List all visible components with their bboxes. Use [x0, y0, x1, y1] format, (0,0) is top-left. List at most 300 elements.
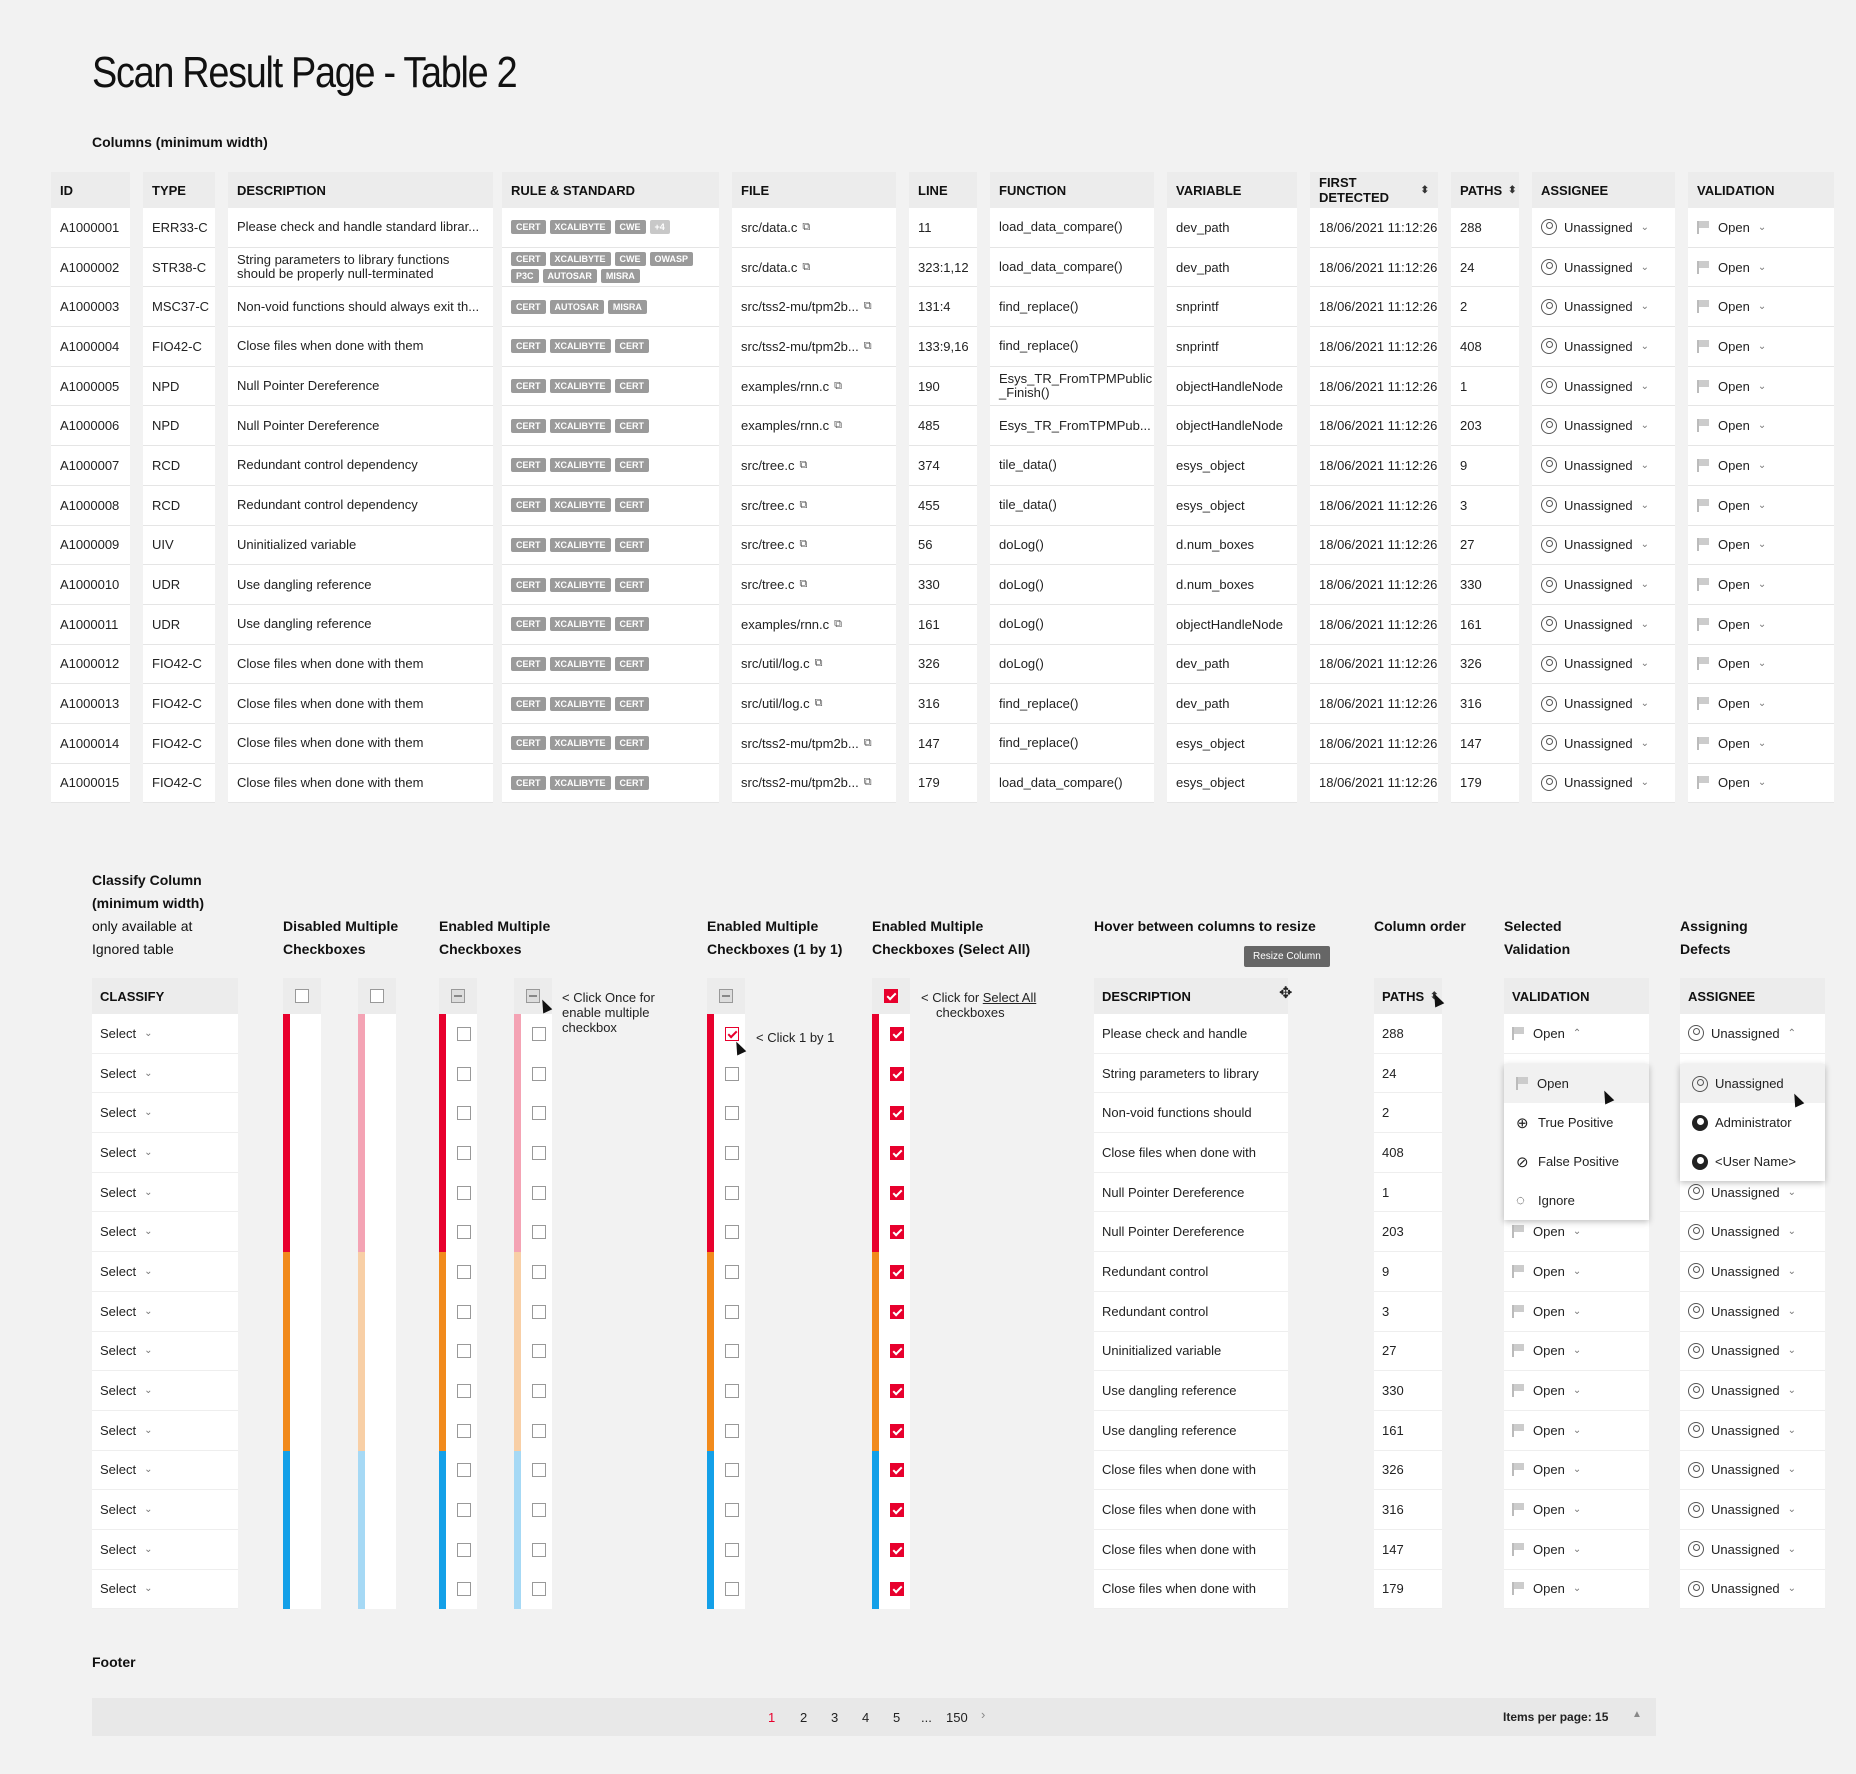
row-checkbox[interactable] [457, 1186, 471, 1200]
cell-first-detected [1310, 287, 1438, 327]
row-checkbox[interactable] [532, 1463, 546, 1477]
resize-description-column-cell [1094, 1570, 1288, 1610]
header-type[interactable] [143, 172, 215, 208]
enabled-checkbox-col-b-row [514, 1570, 552, 1610]
classify-column-cell[interactable] [92, 1570, 238, 1610]
select-all-checkbox-col-header[interactable] [872, 978, 910, 1014]
copy-icon[interactable]: ⧉ [834, 617, 843, 630]
assigning-defects-column-cell[interactable] [1680, 1014, 1825, 1054]
cell-validation[interactable] [1688, 367, 1834, 407]
validation-option[interactable] [1504, 1142, 1649, 1181]
cell-function [990, 287, 1154, 327]
line-value: 323:1,12 [918, 259, 969, 275]
cell-file[interactable] [732, 684, 896, 724]
standard-tag: CERT [615, 538, 650, 552]
select-all-link[interactable]: Select All [982, 990, 1037, 1005]
disabled-checkbox-col-a-row [283, 1054, 321, 1094]
sort-icon[interactable]: ⬍ [1420, 184, 1429, 196]
header-assignee[interactable] [1532, 172, 1675, 208]
column-order-paths-cell [1374, 1570, 1442, 1610]
classify-column-cell[interactable] [92, 1411, 238, 1451]
type-value: UDR [152, 616, 181, 632]
row-checkbox[interactable] [457, 1146, 471, 1160]
column-order-paths-cell [1374, 1490, 1442, 1530]
row-checkbox[interactable] [457, 1265, 471, 1279]
row-checkbox[interactable] [457, 1424, 471, 1438]
validation-value: Open [1718, 735, 1750, 751]
cell-validation[interactable] [1688, 486, 1834, 526]
cell-first-detected [1310, 367, 1438, 407]
row-checkbox[interactable] [725, 1265, 739, 1279]
row-checkbox[interactable] [890, 1265, 904, 1279]
resize-description-column-header[interactable] [1094, 978, 1288, 1014]
cell-validation[interactable] [1688, 406, 1834, 446]
assignee-value: Unassigned [1564, 219, 1633, 235]
row-checkbox[interactable] [457, 1106, 471, 1120]
enabled-checkbox-col-b-row [514, 1252, 552, 1292]
cell-id [51, 684, 130, 724]
select-all-checkbox-col-row [872, 1054, 910, 1094]
paths-value: 288 [1460, 219, 1482, 235]
copy-icon[interactable]: ⧉ [799, 498, 808, 511]
one-by-one-checkbox-col-row [707, 1133, 745, 1173]
cell-assignee[interactable] [1532, 526, 1675, 566]
row-checkbox[interactable] [457, 1463, 471, 1477]
line-value: 131:4 [918, 299, 951, 315]
selected-validation-column-cell[interactable] [1504, 1530, 1649, 1570]
description-value: Close files when done with them [237, 735, 424, 751]
row-checkbox[interactable] [532, 1027, 546, 1041]
row-checkbox[interactable] [890, 1543, 904, 1557]
copy-icon[interactable]: ⧉ [834, 379, 843, 392]
cell-assignee[interactable] [1532, 287, 1675, 327]
chevron-down-icon: ⌄ [144, 1186, 153, 1198]
header-file[interactable] [732, 172, 896, 208]
flag-icon [1512, 1463, 1524, 1476]
validation-value: Open [1533, 1502, 1565, 1518]
cell-assignee[interactable] [1532, 208, 1675, 248]
classify-column-cell[interactable] [92, 1451, 238, 1491]
validation-value: Open [1718, 497, 1750, 513]
severity-bar [872, 1093, 879, 1133]
cell-file[interactable] [732, 724, 896, 764]
classify-column-cell[interactable] [92, 1173, 238, 1213]
copy-icon[interactable]: ⧉ [799, 578, 808, 591]
page-link[interactable]: 4 [862, 1710, 870, 1725]
selected-validation-column-cell[interactable] [1504, 1332, 1649, 1372]
cell-assignee[interactable] [1532, 565, 1675, 605]
standard-tag: CERT [615, 617, 650, 631]
cell-file[interactable] [732, 645, 896, 685]
cell-validation[interactable] [1688, 526, 1834, 566]
assignee-value: Unassigned [1564, 616, 1633, 632]
validation-value: Open [1533, 1581, 1565, 1597]
row-checkbox[interactable] [890, 1186, 904, 1200]
standard-tag: P3C [511, 269, 539, 283]
header-checkbox[interactable] [719, 989, 733, 1003]
row-checkbox[interactable] [890, 1463, 904, 1477]
cell-file[interactable] [732, 565, 896, 605]
row-checkbox[interactable] [890, 1503, 904, 1517]
cell-validation[interactable] [1688, 208, 1834, 248]
assigning-defects-column-cell[interactable] [1680, 1490, 1825, 1530]
cell-assignee[interactable] [1532, 406, 1675, 446]
severity-bar [358, 1054, 365, 1094]
items-per-page-caret-icon[interactable]: ▲ [1632, 1709, 1642, 1720]
header-rule[interactable] [502, 172, 719, 208]
cell-validation[interactable] [1688, 446, 1834, 486]
severity-bar [872, 1530, 879, 1570]
cell-assignee[interactable] [1532, 327, 1675, 367]
cell-validation[interactable] [1688, 287, 1834, 327]
selected-validation-column-cell[interactable] [1504, 1292, 1649, 1332]
assigning-defects-column-cell[interactable] [1680, 1292, 1825, 1332]
row-checkbox[interactable] [457, 1582, 471, 1596]
cell-paths [1451, 764, 1519, 804]
row-checkbox[interactable] [725, 1225, 739, 1239]
resize-description-column-cell [1094, 1133, 1288, 1173]
cell-assignee[interactable] [1532, 446, 1675, 486]
variable-value: snprintf [1176, 338, 1219, 354]
sort-icon[interactable]: ⬍ [1430, 990, 1439, 1002]
cell-file[interactable] [732, 367, 896, 407]
header-checkbox[interactable] [884, 989, 898, 1003]
column-order-paths-cell [1374, 1014, 1442, 1054]
header-label: DESCRIPTION [237, 182, 326, 198]
row-checkbox[interactable] [457, 1027, 471, 1041]
standard-tag: XCALIBYTE [550, 697, 611, 711]
cell-assignee[interactable] [1532, 367, 1675, 407]
selected-validation-column-cell[interactable] [1504, 1451, 1649, 1491]
items-per-page[interactable]: Items per page: 15 [1503, 1710, 1609, 1724]
assigning-defects-column-cell[interactable] [1680, 1252, 1825, 1292]
selected-validation-column-cell[interactable] [1504, 1252, 1649, 1292]
cell-file[interactable] [732, 446, 896, 486]
row-checkbox[interactable] [725, 1027, 739, 1041]
copy-icon[interactable]: ⧉ [814, 697, 823, 710]
header-validation[interactable] [1688, 172, 1834, 208]
cell-validation[interactable] [1688, 684, 1834, 724]
row-checkbox[interactable] [725, 1384, 739, 1398]
cell-assignee[interactable] [1532, 248, 1675, 288]
cell-function [990, 208, 1154, 248]
file-path: src/tree.c [741, 577, 795, 593]
row-checkbox[interactable] [890, 1067, 904, 1081]
validation-option[interactable] [1504, 1103, 1649, 1142]
id-value: A1000003 [60, 299, 120, 315]
row-checkbox[interactable] [532, 1424, 546, 1438]
tag-list [511, 538, 653, 552]
standard-tag: XCALIBYTE [550, 617, 611, 631]
validation-value: Open [1533, 1303, 1565, 1319]
copy-icon[interactable]: ⧉ [802, 220, 811, 233]
cell-validation[interactable] [1688, 565, 1834, 605]
flag-icon [1516, 1077, 1528, 1090]
copy-icon[interactable]: ⧉ [863, 776, 872, 789]
one-by-one-checkbox-col-header[interactable] [707, 978, 745, 1014]
page-link[interactable]: 1 [768, 1710, 776, 1725]
cell-id [51, 446, 130, 486]
description-value: Redundant control [1102, 1263, 1209, 1279]
validation-option[interactable] [1504, 1064, 1649, 1103]
type-value: MSC37-C [152, 299, 210, 315]
row-checkbox[interactable] [532, 1582, 546, 1596]
enabled-checkbox-col-a-row [439, 1093, 477, 1133]
row-checkbox[interactable] [457, 1225, 471, 1239]
cell-file[interactable] [732, 406, 896, 446]
row-checkbox[interactable] [725, 1146, 739, 1160]
row-checkbox[interactable] [725, 1424, 739, 1438]
standard-tag: CERT [511, 578, 546, 592]
severity-bar [283, 1014, 290, 1054]
assignee-value: Unassigned [1711, 1224, 1780, 1240]
classify-column-header[interactable] [92, 978, 238, 1014]
cell-line [909, 208, 977, 248]
cell-file[interactable] [732, 248, 896, 288]
selected-validation-column-header[interactable] [1504, 978, 1649, 1014]
assignee-value: Unassigned [1711, 1263, 1780, 1279]
cell-validation[interactable] [1688, 605, 1834, 645]
cell-file[interactable] [732, 605, 896, 645]
cell-assignee[interactable] [1532, 486, 1675, 526]
cell-assignee[interactable] [1532, 605, 1675, 645]
copy-icon[interactable]: ⧉ [834, 419, 843, 432]
row-checkbox[interactable] [457, 1543, 471, 1557]
cell-rule [502, 605, 719, 645]
next-page-icon[interactable]: › [981, 1707, 986, 1722]
row-checkbox[interactable] [890, 1582, 904, 1596]
assigning-defects-column-cell[interactable] [1680, 1212, 1825, 1252]
copy-icon[interactable]: ⧉ [799, 538, 808, 551]
row-checkbox[interactable] [532, 1305, 546, 1319]
assigning-defects-column-cell[interactable] [1680, 1570, 1825, 1610]
header-checkbox[interactable] [451, 989, 465, 1003]
standard-tag: XCALIBYTE [550, 339, 611, 353]
classify-column-cell[interactable] [92, 1332, 238, 1372]
assigning-defects-column-cell[interactable] [1680, 1411, 1825, 1451]
row-checkbox[interactable] [725, 1503, 739, 1517]
header-id[interactable] [51, 172, 130, 208]
function-value: load_data_compare() [999, 259, 1123, 275]
flag-icon [1512, 1384, 1524, 1397]
cell-validation[interactable] [1688, 764, 1834, 804]
cell-validation[interactable] [1688, 248, 1834, 288]
paths-value: 147 [1460, 735, 1482, 751]
user-icon [1688, 1462, 1704, 1478]
copy-icon[interactable]: ⧉ [863, 736, 872, 749]
flag-icon [1697, 340, 1709, 353]
row-checkbox[interactable] [890, 1106, 904, 1120]
page-link[interactable]: 3 [831, 1710, 839, 1725]
description-value: Close files when done with them [237, 695, 424, 711]
cell-line [909, 327, 977, 367]
row-checkbox[interactable] [532, 1186, 546, 1200]
disabled-checkbox-col-b-row [358, 1133, 396, 1173]
resize-handle-icon[interactable]: ✥ [1279, 985, 1293, 1002]
standard-tag: CERT [615, 458, 650, 472]
copy-icon[interactable]: ⧉ [814, 657, 823, 670]
header-checkbox[interactable] [370, 989, 384, 1003]
selected-validation-column-cell[interactable] [1504, 1371, 1649, 1411]
header-function[interactable] [990, 172, 1154, 208]
row-checkbox[interactable] [890, 1146, 904, 1160]
cell-file[interactable] [732, 208, 896, 248]
page-link[interactable]: 2 [800, 1710, 808, 1725]
classify-column-cell[interactable] [92, 1212, 238, 1252]
row-checkbox[interactable] [890, 1225, 904, 1239]
paths-value: 161 [1382, 1422, 1404, 1438]
classify-column-cell[interactable] [92, 1252, 238, 1292]
copy-icon[interactable]: ⧉ [802, 260, 811, 273]
header-paths[interactable] [1451, 172, 1519, 208]
disabled-checkbox-col-a-header[interactable] [283, 978, 321, 1014]
enabled-1by1-title: Enabled Multiple Checkboxes (1 by 1) [707, 918, 843, 957]
row-checkbox[interactable] [457, 1305, 471, 1319]
resize-description-column-cell [1094, 1530, 1288, 1570]
copy-icon[interactable]: ⧉ [863, 300, 872, 313]
cell-file[interactable] [732, 764, 896, 804]
classify-column-cell[interactable] [92, 1490, 238, 1530]
cell-line [909, 724, 977, 764]
cell-validation[interactable] [1688, 327, 1834, 367]
row-checkbox[interactable] [725, 1543, 739, 1557]
row-checkbox[interactable] [890, 1344, 904, 1358]
assignee-option[interactable] [1680, 1103, 1825, 1142]
header-line[interactable] [909, 172, 977, 208]
cell-assignee[interactable] [1532, 684, 1675, 724]
row-checkbox[interactable] [725, 1186, 739, 1200]
assigning-defects-column-cell[interactable] [1680, 1371, 1825, 1411]
row-checkbox[interactable] [890, 1424, 904, 1438]
cell-function [990, 248, 1154, 288]
row-checkbox[interactable] [532, 1106, 546, 1120]
enabled-checkbox-col-a-header[interactable] [439, 978, 477, 1014]
id-value: A1000012 [60, 656, 120, 672]
row-checkbox[interactable] [532, 1344, 546, 1358]
header-first-detected[interactable] [1310, 172, 1438, 208]
row-checkbox[interactable] [725, 1463, 739, 1477]
assigning-defects-column-cell[interactable] [1680, 1332, 1825, 1372]
classify-column-cell[interactable] [92, 1093, 238, 1133]
classify-column-cell[interactable] [92, 1292, 238, 1332]
cell-file[interactable] [732, 486, 896, 526]
resize-description-column-cell [1094, 1490, 1288, 1530]
cell-id [51, 526, 130, 566]
row-checkbox[interactable] [725, 1344, 739, 1358]
header-checkbox[interactable] [295, 989, 309, 1003]
cell-rule [502, 327, 719, 367]
paths-value: 203 [1460, 418, 1482, 434]
row-checkbox[interactable] [890, 1027, 904, 1041]
standard-tag: CERT [511, 657, 546, 671]
severity-bar [439, 1332, 446, 1372]
row-checkbox[interactable] [725, 1067, 739, 1081]
row-checkbox[interactable] [890, 1384, 904, 1398]
file-path: src/tss2-mu/tpm2b... [741, 735, 859, 751]
selected-validation-column-cell[interactable] [1504, 1014, 1649, 1054]
row-checkbox[interactable] [532, 1384, 546, 1398]
classify-column-cell[interactable] [92, 1014, 238, 1054]
assignee-option[interactable] [1680, 1064, 1825, 1103]
row-checkbox[interactable] [457, 1344, 471, 1358]
row-checkbox[interactable] [890, 1305, 904, 1319]
disabled-checkbox-col-b-row [358, 1212, 396, 1252]
cell-validation[interactable] [1688, 645, 1834, 685]
cell-assignee[interactable] [1532, 764, 1675, 804]
header-label: LINE [918, 182, 948, 198]
copy-icon[interactable]: ⧉ [799, 458, 808, 471]
row-checkbox[interactable] [457, 1384, 471, 1398]
eye-off-icon: ◌ [1516, 1192, 1525, 1209]
selected-validation-column-cell[interactable] [1504, 1570, 1649, 1610]
user-icon [1541, 259, 1557, 275]
first_detected-value: 18/06/2021 11:12:26 [1319, 577, 1438, 593]
cell-file[interactable] [732, 287, 896, 327]
cell-assignee[interactable] [1532, 645, 1675, 685]
description-value: Close files when done with them [237, 774, 424, 790]
disabled-checkbox-col-b-header[interactable] [358, 978, 396, 1014]
cell-validation[interactable] [1688, 724, 1834, 764]
row-checkbox[interactable] [457, 1503, 471, 1517]
severity-bar [283, 1252, 290, 1292]
assignee-option[interactable] [1680, 1142, 1825, 1181]
page-link[interactable]: 5 [893, 1710, 901, 1725]
column-paths [1451, 172, 1519, 803]
paths-value: 330 [1382, 1383, 1404, 1399]
row-checkbox[interactable] [725, 1305, 739, 1319]
row-checkbox[interactable] [532, 1265, 546, 1279]
row-checkbox[interactable] [532, 1543, 546, 1557]
cell-first-detected [1310, 327, 1438, 367]
assigning-defects-column-cell[interactable] [1680, 1530, 1825, 1570]
cell-paths [1451, 367, 1519, 407]
cell-file[interactable] [732, 327, 896, 367]
user-icon [1541, 219, 1557, 235]
row-checkbox[interactable] [532, 1146, 546, 1160]
assigning-defects-column-header[interactable] [1680, 978, 1825, 1014]
flag-icon [1512, 1344, 1524, 1357]
classify-column-cell[interactable] [92, 1133, 238, 1173]
cell-file[interactable] [732, 526, 896, 566]
cell-paths [1451, 486, 1519, 526]
row-checkbox[interactable] [532, 1225, 546, 1239]
select-label: Select [100, 1144, 137, 1160]
row-checkbox[interactable] [532, 1067, 546, 1081]
validation-option[interactable] [1504, 1181, 1649, 1220]
row-checkbox[interactable] [457, 1067, 471, 1081]
page-link[interactable]: ... [921, 1710, 932, 1725]
cell-assignee[interactable] [1532, 724, 1675, 764]
copy-icon[interactable]: ⧉ [863, 339, 872, 352]
column-order-paths-cell [1374, 1252, 1442, 1292]
selected-validation-column-cell[interactable] [1504, 1411, 1649, 1451]
page-link[interactable]: 150 [946, 1710, 968, 1725]
paths-value: 179 [1382, 1581, 1404, 1597]
row-checkbox[interactable] [725, 1582, 739, 1596]
selected-validation-column-cell[interactable] [1504, 1490, 1649, 1530]
header-variable[interactable] [1167, 172, 1297, 208]
sort-icon[interactable]: ⬍ [1508, 184, 1517, 196]
classify-column-cell[interactable] [92, 1371, 238, 1411]
row-checkbox[interactable] [725, 1106, 739, 1120]
classify-column-cell[interactable] [92, 1054, 238, 1094]
validation-value: Open [1718, 378, 1750, 394]
classify-column-cell[interactable] [92, 1530, 238, 1570]
header-description[interactable] [228, 172, 493, 208]
select-all-checkbox-col-row [872, 1133, 910, 1173]
row-checkbox[interactable] [532, 1503, 546, 1517]
assigning-defects-column-cell[interactable] [1680, 1451, 1825, 1491]
